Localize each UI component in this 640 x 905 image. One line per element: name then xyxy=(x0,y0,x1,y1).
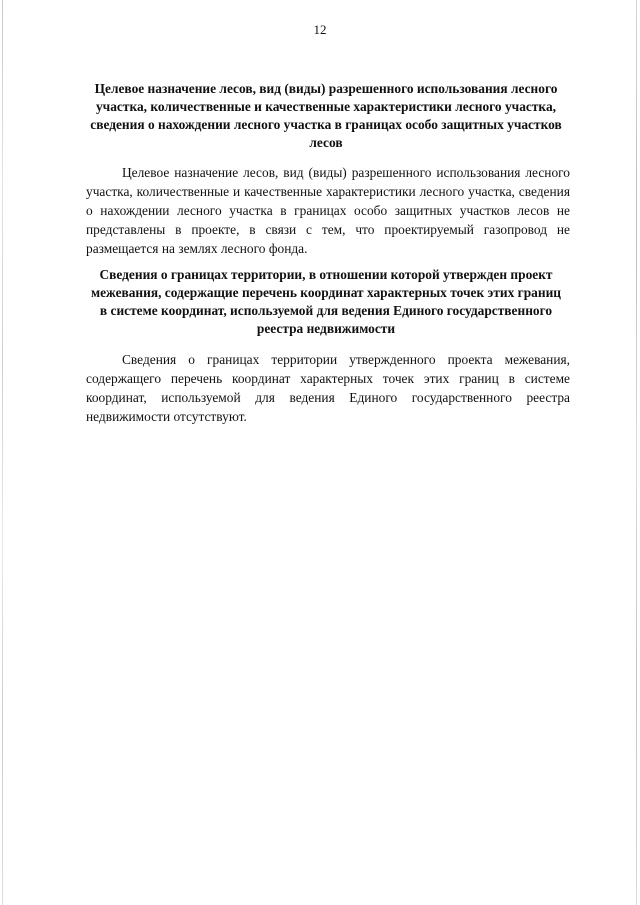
page-number: 12 xyxy=(313,22,327,37)
section-heading-boundaries: Сведения о границах территории, в отношении которой утвержден проект межевания, содержащие перечень координат характерных точек этих границ в системе координат, используемой для ведения Единого государственного реестра недвижимости xyxy=(90,267,562,336)
section-body-forest: Целевое назначение лесов, вид (виды) разрешенного использования лесного участка, количественные и качественные характеристики лесного участка, сведения о нахождении лесного участка в границах особо защитных участков лесов не представлены в проекте, в связи с тем, что проектируемый газопровод не размещается на землях лесного фонда. xyxy=(86,165,570,256)
scan-edge-right xyxy=(636,0,637,905)
scan-edge-left xyxy=(2,0,3,905)
section-heading-forest: Целевое назначение лесов, вид (виды) разрешенного использования лесного участка, количественные и качественные характеристики лесного участка, сведения о нахождении лесного участка в границах особо защитных участков лесов xyxy=(90,81,562,150)
section-body-boundaries: Сведения о границах территории утвержденного проекта межевания, содержащего перечень координат характерных точек этих границ в системе координат, используемой для ведения Единого государственного реестра недвижимости отсутствуют. xyxy=(86,352,570,424)
